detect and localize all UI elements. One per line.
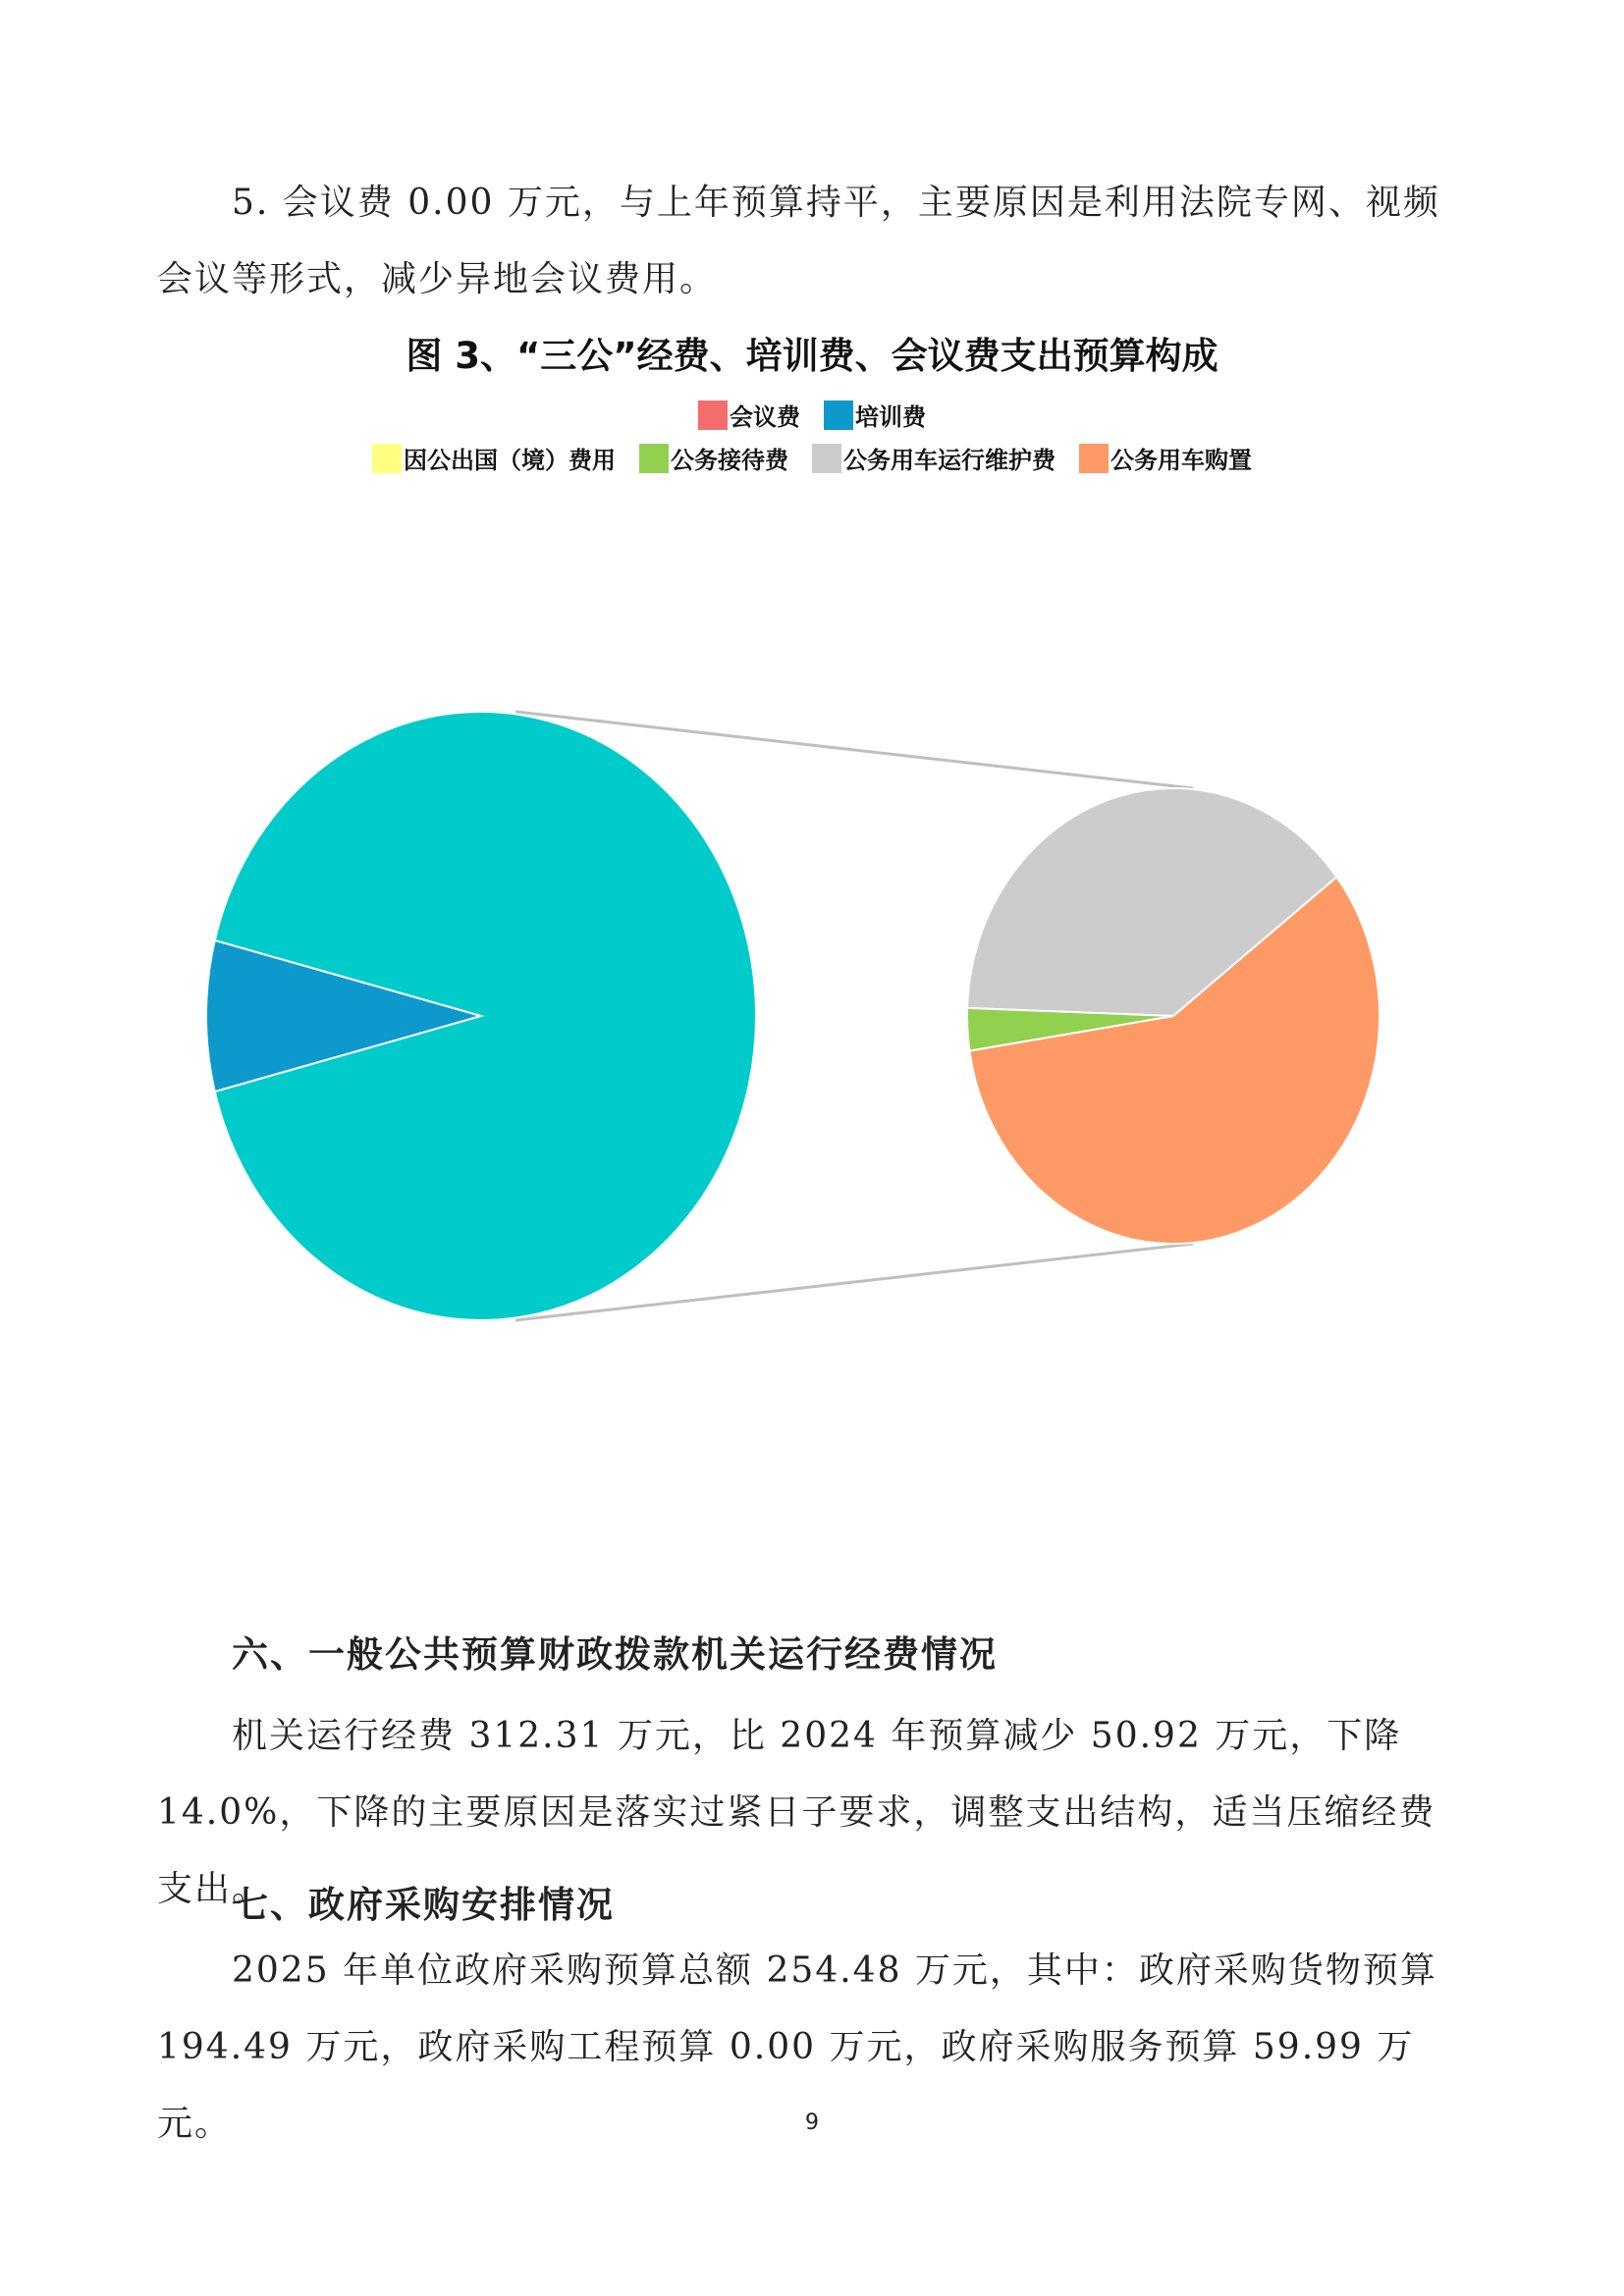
legend-label-meeting: 会议费: [730, 403, 800, 431]
intro-paragraph: 5. 会议费 0.00 万元，与上年预算持平，主要原因是利用法院专网、视频会议等形式，减少异地会议费用。: [157, 183, 1440, 299]
secondary-pie: [967, 788, 1380, 1244]
section7-heading: 七、政府采购安排情况: [232, 1883, 615, 1926]
legend-label-vehicle-operation: 公务用车运行维护费: [843, 447, 1056, 474]
legend-label-reception: 公务接待费: [671, 447, 788, 474]
chart-title: 图 3、“三公”经费、培训费、会议费支出预算构成: [406, 335, 1218, 377]
section7-body: 2025 年单位政府采购预算总额 254.48 万元，其中：政府采购货物预算 194.49 万元，政府采购工程预算 0.00 万元，政府采购服务预算 59.99 万元。: [157, 1950, 1437, 2144]
pie-of-pie-chart: [0, 412, 1624, 1394]
legend-label-training: 培训费: [855, 403, 926, 431]
legend-label-vehicle-purchase: 公务用车购置: [1110, 447, 1252, 474]
section6-heading: 六、一般公共预算财政拨款机关运行经费情况: [232, 1632, 998, 1676]
section6-body: 机关运行经费 312.31 万元，比 2024 年预算减少 50.92 万元，下降 14.0%，下降的主要原因是落实过紧日子要求，调整支出结构，适当压缩经费支出。: [157, 1716, 1436, 1909]
main-pie: [206, 712, 756, 1320]
page-number: 9: [805, 2110, 819, 2135]
legend-label-abroad: 因公出国（境）费用: [404, 447, 616, 474]
